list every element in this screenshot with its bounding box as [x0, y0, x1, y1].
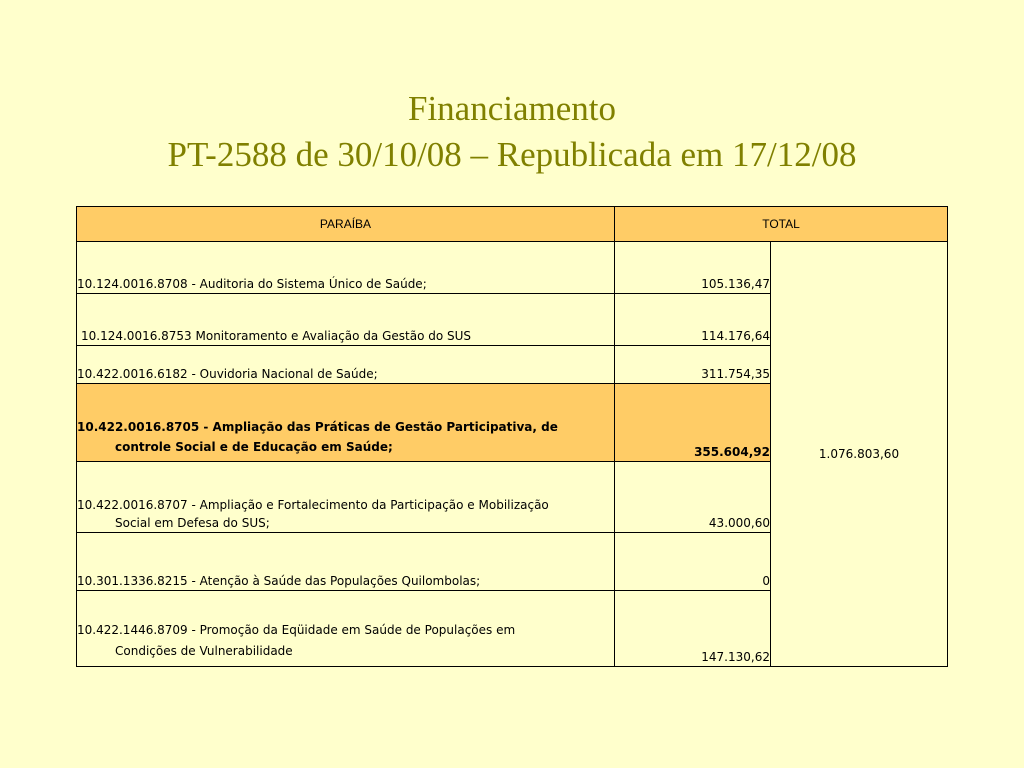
- row-description: [77, 346, 615, 384]
- row-description-line-2: controle Social e de Educação em Saúde;: [115, 440, 393, 454]
- row-description-line-1: 10.301.1336.8215 - Atenção à Saúde das Populações Quilombolas;: [77, 574, 481, 588]
- row-description-line-1: 10.422.0016.8705 - Ampliação das Práticas de Gestão Participativa, de: [77, 420, 558, 434]
- header-row: [77, 207, 948, 242]
- row-description-line-1: 10.422.0016.6182 - Ouvidoria Nacional de Saúde;: [77, 367, 378, 381]
- financing-table: [76, 206, 948, 667]
- row-description: [77, 242, 615, 294]
- row-description: [77, 533, 615, 591]
- row-value: 105.136,47: [615, 242, 771, 294]
- row-value: 114.176,64: [615, 294, 771, 346]
- row-description: [77, 384, 615, 462]
- title-line-2: PT-2588 de 30/10/08 – Republicada em 17/12/08: [167, 135, 857, 174]
- row-description: [77, 462, 615, 533]
- table-row: [77, 242, 948, 294]
- row-description-line-1: 10.124.0016.8753 Monitoramento e Avaliação da Gestão do SUS: [81, 329, 472, 343]
- row-value: 147.130,62: [615, 591, 771, 667]
- row-description-line-1: 10.422.1446.8709 - Promoção da Eqüidade em Saúde de Populações em: [77, 623, 516, 637]
- row-description-line-1: 10.422.0016.8707 - Ampliação e Fortalecimento da Participação e Mobilização: [77, 498, 549, 512]
- row-value: 355.604,92: [615, 384, 771, 462]
- slide-title: [0, 86, 1024, 178]
- row-description: [77, 294, 615, 346]
- row-value: 311.754,35: [615, 346, 771, 384]
- row-value: 0: [615, 533, 771, 591]
- row-description-line-2: Condições de Vulnerabilidade: [115, 644, 293, 658]
- header-total: TOTAL: [615, 207, 948, 242]
- row-description-line-1: 10.124.0016.8708 - Auditoria do Sistema Único de Saúde;: [77, 277, 427, 291]
- row-description-line-2: Social em Defesa do SUS;: [115, 516, 270, 530]
- row-value: 43.000,60: [615, 462, 771, 533]
- header-paraiba: PARAÍBA: [77, 207, 615, 242]
- row-description: [77, 591, 615, 667]
- title-line-1: Financiamento: [407, 89, 616, 128]
- grand-total-cell: 1.076.803,60: [771, 242, 948, 667]
